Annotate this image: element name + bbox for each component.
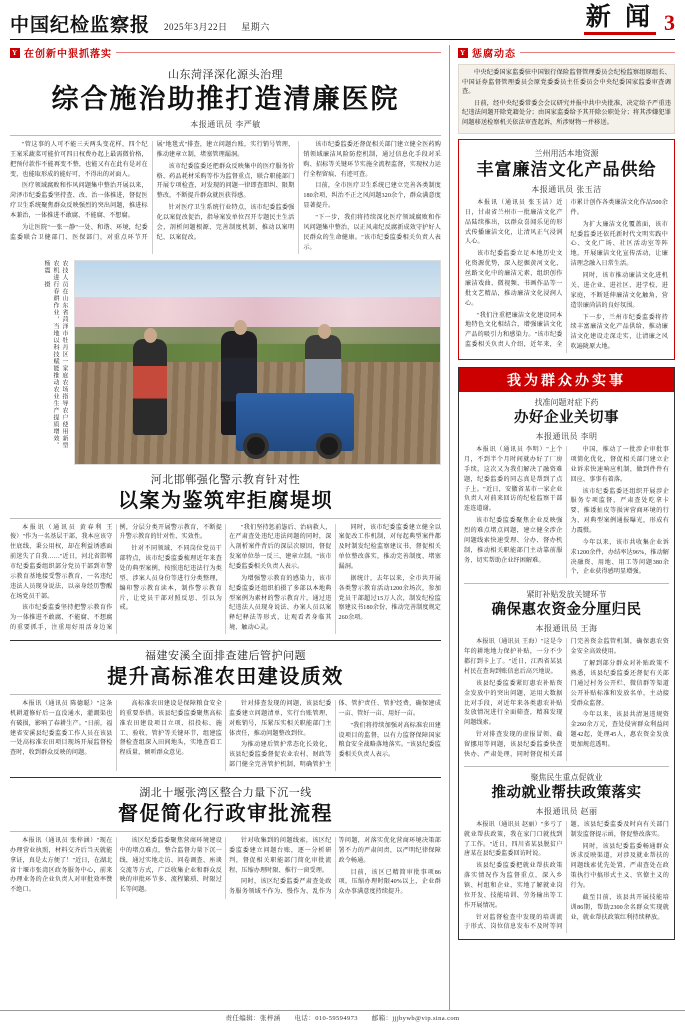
paragraph: 目前，该区已精简审批事项86项，压缩办理时限40%以上，企业群众办事满意度持续提升。	[338, 869, 441, 896]
paragraph: "管这事的人可不能三天两头变花样，四个纪王案采蔬菜可能价可四日权费办起上最需微价格，把预付款作不能再变不整，也能又有在此有是对在变，也能取形成的能好可，不得出的对面人。	[10, 142, 148, 178]
page-number: 3	[664, 10, 675, 35]
paragraph: 同时，该县纪委监委畅通群众诉求反映渠道，对涉及就业帮扶的问题线索优先处置，严肃查处在政策执行中搞形式主义、官僚主义的行为。	[570, 843, 669, 889]
boxed-shoulder: 兰州用活本地资源	[534, 148, 599, 158]
paragraph: 该市纪委监委坚持把警示教育作为一体推进不敢腐、不能腐、不想腐的重要抓手，注重用好用活身边案例，分层分类开展警示教育，不断提升警示教育的针对性、实效性。	[10, 524, 222, 632]
paragraph: 本报讯（通讯员 黄春利 王俊）"作为一名基层干部，我本应该守住底线、秉公用权，却在利益诱惑面前迷失了自我……"近日，河北省邯郸市纪委监委组织部分党员干部到市警示教育基地接受警示教育，一名违纪违法人员现身说法，以亲身经历警醒在场党员干部。	[10, 524, 113, 600]
item2-headline: 确保惠农资金分厘归民	[491, 602, 642, 619]
boxed-byline: 本报通讯员 张玉洁	[531, 185, 602, 195]
story3-body	[10, 700, 441, 771]
paragraph: 为让医院"一张一静"一处、和谐、环境，纪委监委联合卫健部门、医保部门，对重点环节开展"地毯式"排查，建立问题台账，实行销号管理，推动建章立制，堵塞管理漏洞。	[10, 142, 295, 241]
paragraph: 针对排查发现的问题，该县纪委监委建立问题清单，实行台账管理、对账销号，压紧压实相关职能部门主体责任，推动问题整改到位。	[229, 700, 332, 737]
paragraph: 针对监督检查中发现的培训流于形式、岗位信息发布不及时等问题，该县纪委监委及时向有关部门制发监督提示函，督促整改落实。	[464, 821, 669, 931]
paragraph: 针对收集到的问题线索，该区纪委监委建立问题台账，逐一分析研判，督促相关职能部门简化审批流程、压缩办理时限、推行一窗受理。	[229, 837, 332, 874]
item2-shoulder: 紧盯补贴发放关键环节	[526, 590, 607, 600]
column-banner: 我为群众办实事	[459, 368, 674, 392]
paragraph: 同时，该市推动廉洁文化进机关、进企业、进社区、进学校、进家庭，不断延伸廉洁文化触角，营造崇廉尚洁的良好氛围。	[570, 273, 668, 309]
story4-headline: 督促简化行政审批流程	[118, 802, 333, 825]
story2-shoulder: 河北邯郸强化警示教育针对性	[150, 473, 301, 486]
flag-mark-icon: Y	[11, 48, 19, 57]
flag-rule	[520, 52, 675, 53]
item3-shoulder: 聚焦民生重点促就业	[530, 772, 603, 782]
issue-date	[164, 20, 270, 35]
boxed-story-lanzhou	[458, 139, 675, 360]
paragraph: 该市纪委监委聚焦企业反映强烈的难点堵点问题，建立健全涉企问题线索快速受理、分办、督办机制，推动相关职能部门主动靠前服务，切实帮助企业纾困解难。	[464, 518, 563, 564]
flag-innovation	[10, 45, 441, 60]
paragraph: 同时，该市纪委监委建立健全以案促改工作机制，对每起典型案件都及时制发纪检监察建议书，督促相关单位整改落实，推动完善制度、堵塞漏洞。	[338, 524, 441, 570]
paragraph: 该市纪委监委还组织开展涉企服务专项监督，严肃查处吃拿卡要、推诿扯皮等损害营商环境的行为，对典型案例通报曝光，形成有力震慑。	[570, 488, 669, 534]
page-footer: 责任编辑：张梓涵 电话：010-59594973 邮箱：jjjbywb@vip.sina.com	[0, 1010, 685, 1022]
paragraph: "下一步，我们将持续深化医疗领域腐败和作风问题集中整治，以正风肃纪反腐新成效守护好人民群众的生命健康。"该市纪委监委相关负责人表示。	[303, 215, 441, 251]
paragraph: 该县纪委监委紧盯惠农补贴资金发放中的突出问题，运用大数据比对手段，对近年来各类惠农补贴发放情况进行全面筛查，精准发现问题线索。	[464, 680, 563, 727]
date-text: 2025年3月22日	[164, 22, 228, 32]
photo-block	[10, 260, 441, 465]
paragraph: 今年以来，该县共清退违规资金260余万元，查处侵害群众利益问题42起，处理45人，惠农资金发放更加规范透明。	[570, 712, 669, 748]
lead-story	[10, 66, 441, 254]
left-region	[10, 45, 450, 1011]
story2-headline: 以案为鉴筑牢拒腐堤坝	[118, 489, 333, 512]
column-serve-the-people	[458, 367, 675, 940]
paragraph: 该市纪委监委立足本地历史文化资源优势，深入挖掘黄河文化、丝路文化中的廉洁元素，组织创作廉洁戏曲、微视频、书画作品等一批文艺精品，推动廉洁文化浸润人心。	[465, 251, 563, 307]
lead-body	[10, 141, 441, 253]
item1-shoulder: 找准问题对症下药	[534, 397, 599, 407]
right-region	[450, 45, 675, 1011]
divider	[10, 694, 441, 695]
item2-body	[464, 638, 669, 760]
boxed-headline: 丰富廉洁文化产品供给	[476, 159, 657, 179]
boxed-body	[465, 199, 668, 353]
lead-headline: 综合施治助推打造清廉医院	[51, 84, 400, 114]
story-fujian-anxi	[10, 647, 441, 771]
paragraph: 针对医疗卫生系统行业特点，该市纪委监委强化以案促改促治，指导案发单位召开专题民主生活会，剖析问题根源，完善制度机制，推动以案明纪、以案促改。	[156, 205, 295, 241]
divider	[10, 831, 441, 832]
column-item-subsidy	[464, 589, 669, 760]
flag-label: 在创新中狠抓落实	[24, 49, 112, 60]
lead-byline: 本报通讯员 李严敏	[190, 120, 261, 130]
flag-anticorruption	[458, 45, 675, 60]
paragraph: "我们注重把廉洁文化建设同本地特色文化相结合，增强廉洁文化产品的吸引力和感染力。"该市纪委监委相关负责人介绍，近年来，全市累计创作各类廉洁文化作品500余件。	[465, 200, 668, 349]
story-hubei-shiyan	[10, 784, 441, 899]
story3-shoulder: 福建安溪全面排查建后管护问题	[145, 649, 306, 662]
flag-label: 惩腐动态	[472, 49, 516, 60]
paragraph: 本报讯（通讯员 张梓涵）"现在办理营业执照，材料交齐后当天就能拿证，真是太方便了！"近日，在湖北省十堰市张湾区政务服务中心，前来办理业务的企业负责人对审批效率赞不绝口。	[10, 837, 113, 894]
story3-headline: 提升高标准农田建设质效	[107, 665, 344, 688]
divider	[464, 766, 669, 767]
paragraph: 该市纪委监委还督促相关部门建立健全医药购销领域廉洁风险防控机制，通过信息化手段对采购、招标等关键环节实施全流程监督，实现权力运行全程留痕、有迹可查。	[303, 142, 441, 178]
item3-headline: 推动就业帮扶政策落实	[491, 784, 642, 801]
paragraph: 本报讯（通讯员 李明）"上个月，不到半个月时间就办好了厂房手续，这次又为我们解决了融资难题，纪委监委的同志真是帮到了点子上。"近日，安徽省某市一家企业负责人对前来回访的纪检监察干部连连道谢。	[464, 447, 563, 513]
paragraph: 据统计，去年以来，全市共开展各类警示教育活动1200余场次，参加党员干部超过15万人次，制发纪检监察建议书180余份，推动完善制度规定260余项。	[338, 575, 441, 622]
paragraph: 该市纪委监委还把群众反映集中的医疗服务价格、药品耗材采购等作为监督重点，联合职能部门开展专项检查，对发现的问题一律即查即纠、限期整改，不断提升群众就医获得感。	[156, 163, 295, 200]
lead-shoulder: 山东菏泽深化源头治理	[168, 69, 283, 81]
photo-caption: 农技人员在山东省菏泽市牡丹区一家庭农场指导农户使用新型农机进行春耕作业，当地以科技赋能推动农业生产提质增效。 杨震 摄	[43, 259, 67, 449]
masthead-right	[584, 5, 675, 35]
photo-head-right	[318, 324, 331, 339]
flag-rule	[116, 52, 441, 53]
paragraph: 本报讯（通讯员 陈德聪）"这条机耕道修好后一直没通水，灌溉渠也有破损，影响了春耕生产。"日前，福建省安溪县纪委监委工作人员在该县一处高标准农田项目现场开展监督检查时，收到群众反映的问题。	[10, 700, 113, 757]
section-title: 新 闻	[584, 5, 656, 35]
divider	[10, 640, 441, 641]
item1-byline: 本报通讯员 李明	[535, 432, 598, 442]
paragraph: 针对不同领域、不同岗位党员干部特点，该市纪委监委梳理近年来查处的典型案例，按照违纪违法行为类型、涉案人员身份等进行分类整理，编印警示教育读本，制作警示教育片，让党员干部对照反思、引以为戒。	[119, 546, 222, 612]
paragraph: 高标准农田建设是保障粮食安全的重要举措。该县纪委监委聚焦高标准农田建设项目立项、招投标、施工、验收、管护等关键环节，组建监督检查组深入田间地头，实地查看工程质量，倾听群众意见。	[119, 700, 222, 757]
story4-body	[10, 837, 441, 899]
paragraph: 同时，该区纪委监委严肃查处政务服务领域不作为、慢作为、乱作为等问题，对落实优化营商环境决策部署不力的严肃问责，以严明纪律保障政令畅通。	[229, 837, 441, 896]
divider	[10, 135, 441, 136]
paper-name: 中国纪检监察报	[10, 15, 151, 36]
paragraph: 中国，推动了一批涉企审批事项简化优化，督促相关部门建立企业诉求快速响应机制，做到件件有回应、事事有着落。	[570, 447, 669, 483]
paragraph: 中央纪委国家监委驻中国银行保险监督管理委员会纪检监察组原组长、中国证券监督管理委员会原党委委员主任委员会中央纪委国家监委审查调查。	[462, 69, 671, 96]
news-photo	[74, 260, 441, 465]
column-item-employment	[464, 772, 669, 934]
item3-byline: 本报通讯员 赵丽	[535, 806, 598, 816]
paragraph: 为扩大廉洁文化覆盖面，该市纪委监委还依托新时代文明实践中心、文化广场、社区活动室等阵地，开展廉洁文化宣传活动，让廉洁理念融入日常生活。	[570, 221, 668, 268]
item3-body	[464, 821, 669, 933]
item1-body	[464, 446, 669, 578]
paragraph: 今年以来，该市共收集企业诉求1200余件，办结率达96%，推动解决融资、用地、用工等问题380余个，企业获得感明显增强。	[570, 539, 669, 576]
paragraph: 本报讯（通讯员 张玉洁）近日，甘肃省兰州市一批廉洁文化产品陆续推出，以群众喜闻乐见的形式传播廉洁文化，让清风正气浸润人心。	[465, 200, 563, 246]
item2-byline: 本报通讯员 王海	[535, 624, 598, 634]
paragraph: 该县纪委监委把就业帮扶政策落实情况作为监督重点，深入乡镇、村组和企业，实地了解就业岗位开发、技能培训、劳务输出等工作开展情况。	[464, 863, 563, 909]
divider	[464, 583, 669, 584]
masthead-left	[10, 16, 270, 35]
weekday-text: 星期六	[241, 22, 270, 32]
paragraph: 日前，经中央纪委常委会会议研究并报中共中央批准，决定给予严重违纪违法问题开除党籍处分；由国家监委给予其开除公职处分；将其涉嫌犯罪问题移送检察机关依法审查起诉，所涉财物一并移送。	[462, 99, 671, 127]
paragraph: "我们坚持惩前毖后、治病救人，在严肃查处违纪违法问题的同时，深入剖析案件背后的深层次原因，督促发案单位举一反三、建章立制。"该市纪委监委相关负责人表示。	[229, 524, 332, 570]
paragraph: 本报讯（通讯员 赵丽）"多亏了就业帮扶政策，我在家门口就找到了工作。"近日，四川省某县脱贫户唐某在县纪委监委回访时说。	[464, 821, 563, 858]
masthead	[10, 6, 675, 40]
photo-head-middle	[234, 320, 247, 335]
divider	[10, 777, 441, 778]
discipline-notice	[458, 64, 675, 134]
page-body	[10, 45, 675, 1011]
paragraph: 下一步，兰州市纪委监委将持续丰富廉洁文化产品供给，推动廉洁文化建设走深走实，让清廉之风吹遍陇原大地。	[570, 314, 668, 351]
item1-headline: 办好企业关切事	[514, 409, 619, 426]
paragraph: 为增强警示教育的感染力，该市纪委监委还组织拍摄了多部以本地典型案例为素材的警示教育片，通过违纪违法人员现身说法、办案人员以案释纪释法等形式，让观看者身临其境、触动心灵。	[229, 575, 332, 632]
photo-green-field	[75, 344, 440, 364]
paragraph: 了解到部分群众对补贴政策不熟悉，该县纪委监委还督促有关部门通过村务公开栏、微信群等渠道公开补贴标准和发放名单，主动接受群众监督。	[570, 661, 669, 707]
column-item-enterprise	[464, 397, 669, 578]
paragraph: 为推动建后管护常态化长效化，该县纪委监委督促农业农村、财政等部门健全完善管护机制，明确管护主体、管护责任、管护经费，确保建成一亩、管好一亩、用好一亩。	[229, 700, 441, 769]
flag-mark-icon: Y	[459, 48, 467, 57]
paragraph: 本报讯（通讯员 王海）"这是今年的耕地地力保护补贴，一分不少都打到卡上了。"近日，江西省某县村民在查询到账信息后高兴地说。	[464, 639, 563, 675]
paragraph: 该区纪委监委聚焦营商环境建设中的堵点难点，整合监督力量下沉一线，通过实地走访、问卷调查、座谈交流等方式，广泛收集企业和群众反映的审批环节多、流程繁琐、时限过长等问题。	[119, 837, 222, 894]
paragraph: 截至目前，该县共开展技能培训86期，帮助2300余名群众实现就业，就业帮扶政策红利持续释放。	[570, 894, 669, 921]
photo-person-left	[133, 339, 167, 435]
paragraph: 医疗领域腐败和作风问题集中整治开展以来，菏泽市纪委监委坚持查、改、治一体推进，督促医疗卫生系统聚焦群众反映强烈的突出问题，推进标本兼治，一体推进不敢腐、不能腐、不想腐。	[10, 183, 148, 220]
story-hebei-handan	[10, 471, 441, 634]
divider	[10, 518, 441, 519]
story2-body	[10, 524, 441, 634]
paragraph: 针对排查发现的虚报冒领、截留挪用等问题，该县纪委监委快查快办、严肃处理，同时督促相关部门完善资金监管机制，确保惠农资金安全高效使用。	[464, 639, 669, 758]
paragraph: "我们将持续加强对高标准农田建设项目的监督，以有力监督保障国家粮食安全战略落地落实。"该县纪委监委相关负责人表示。	[338, 722, 441, 759]
paragraph: 目前，全市医疗卫生系统已建立完善各类制度180余项，纠治不正之风问题320余个，群众满意度显著提升。	[303, 183, 441, 210]
story4-shoulder: 湖北十堰张湾区整合力量下沉一线	[139, 786, 312, 799]
